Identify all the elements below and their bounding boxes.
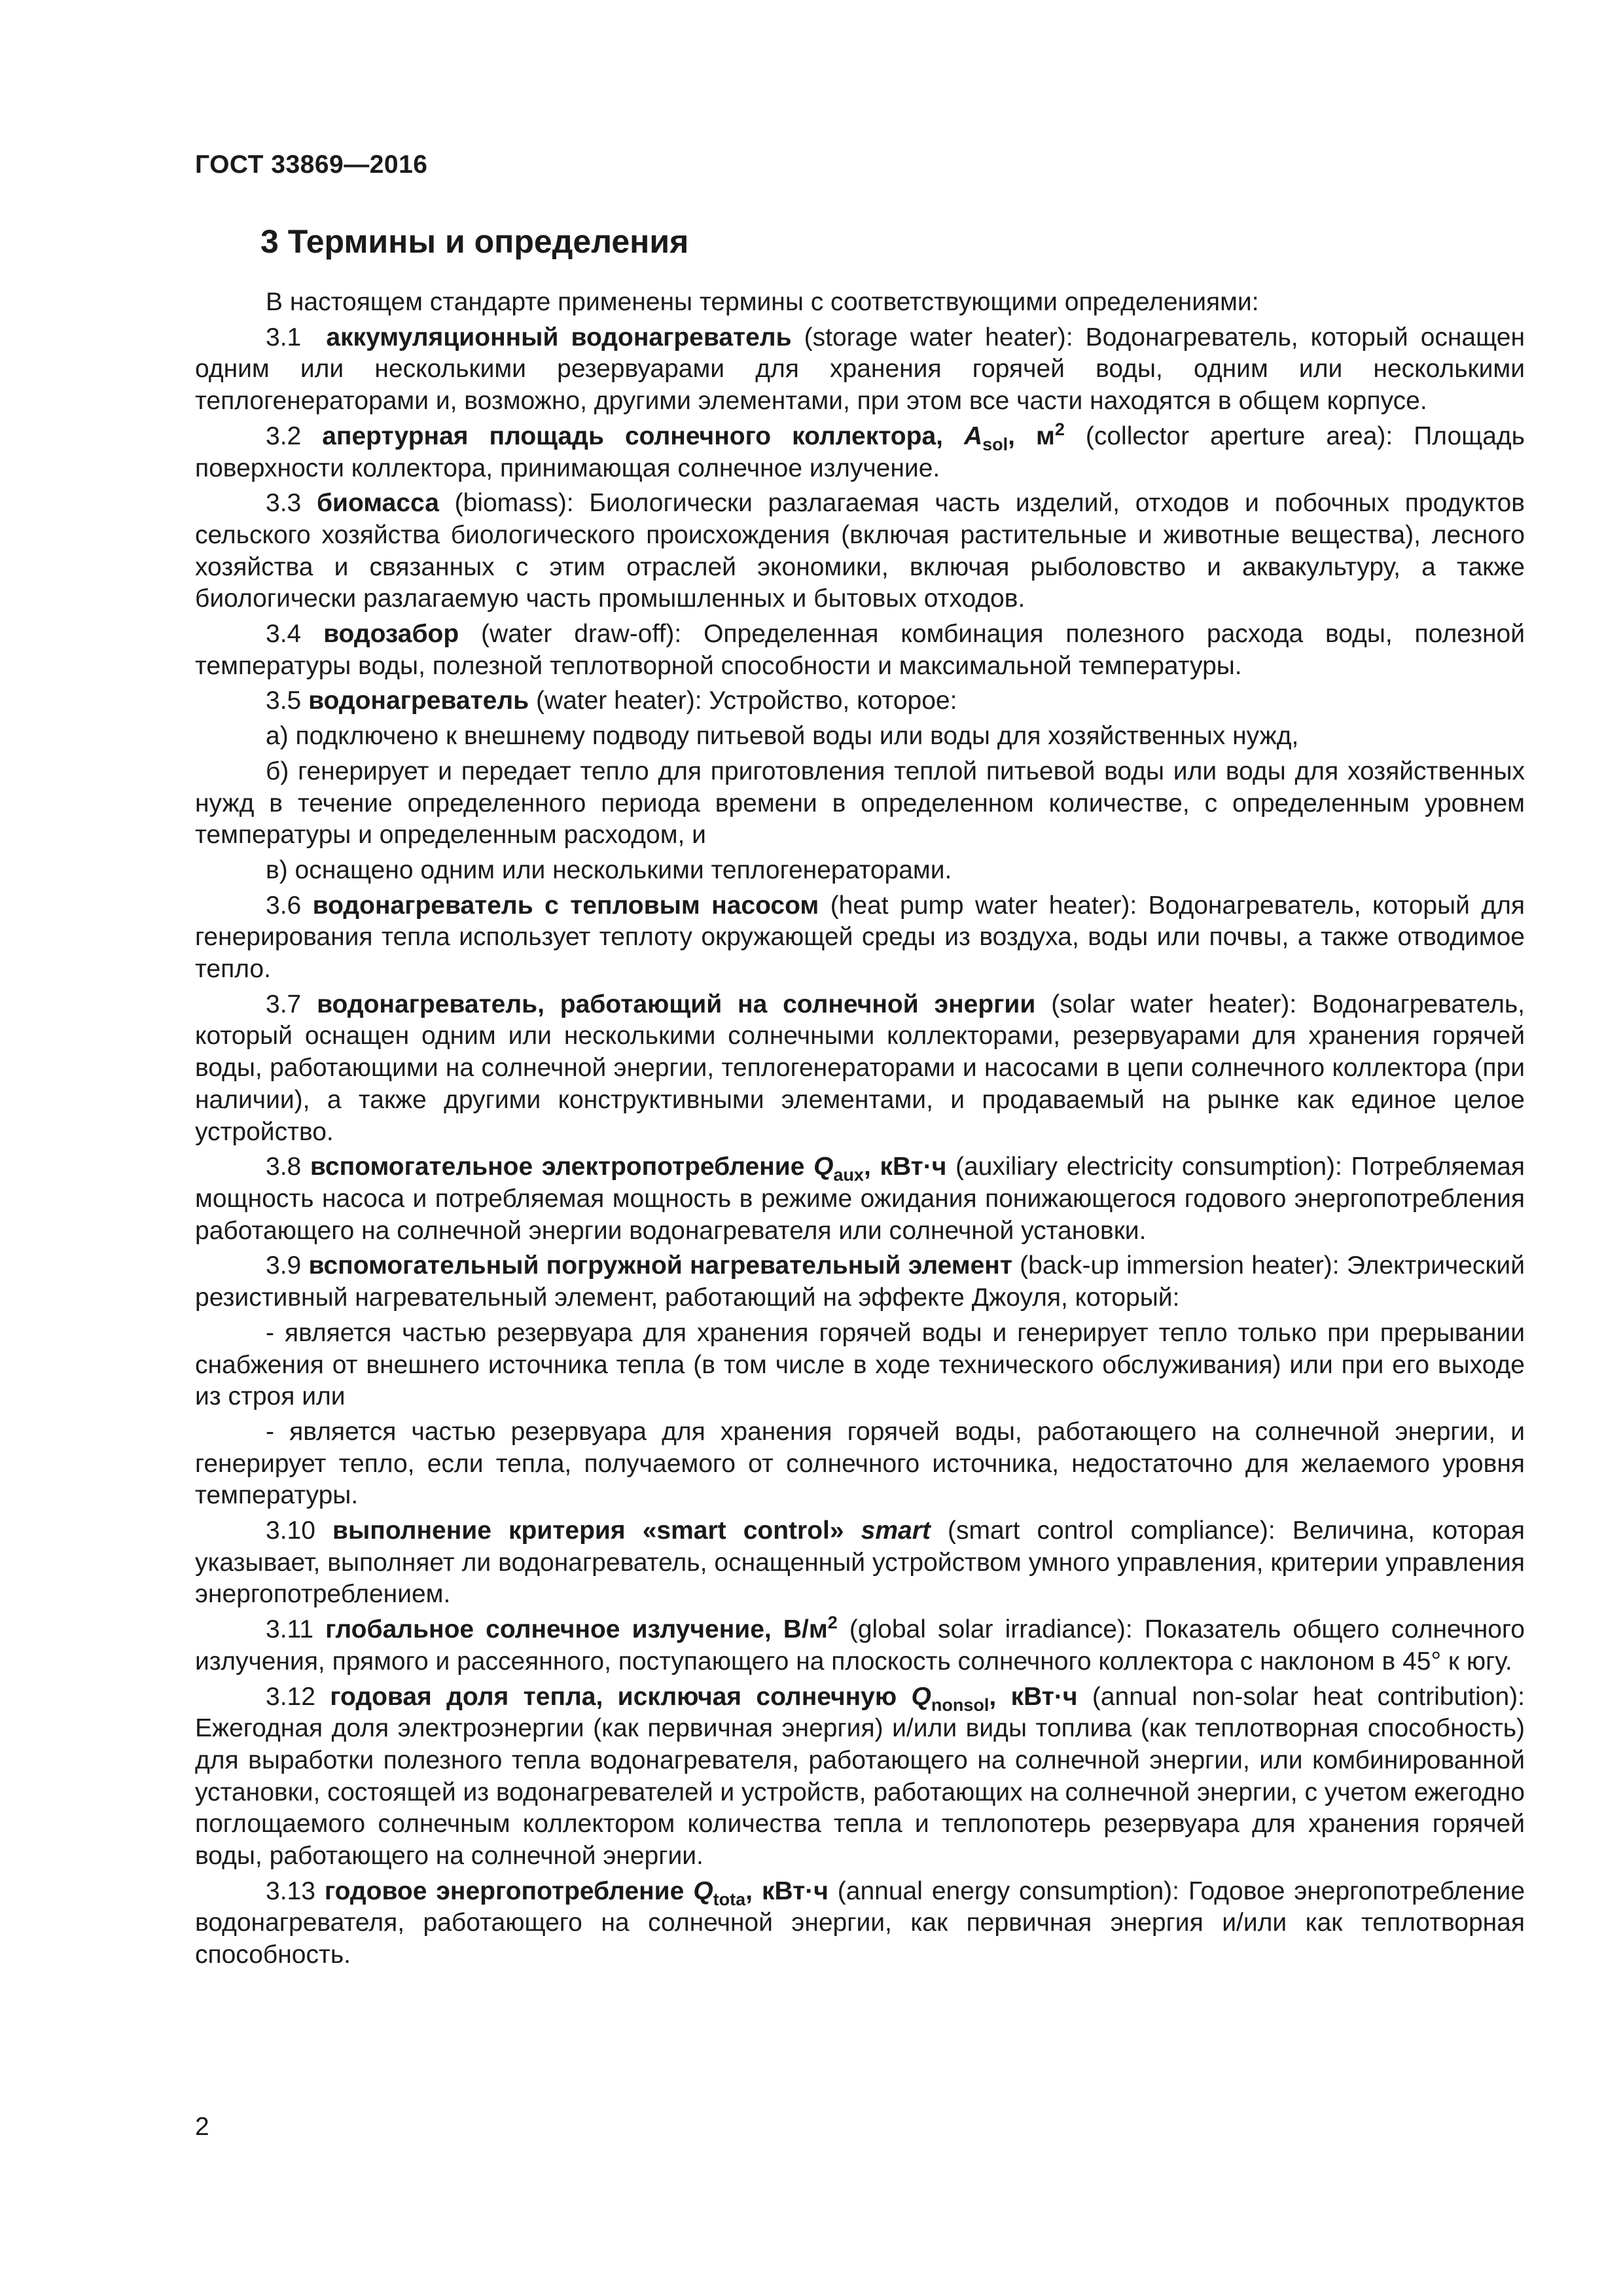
term-3-12: 3.12 годовая доля тепла, исключая солнечную $Q_{nonsol}$, кВт·ч (annual non-solar heat contribution): Ежегодная доля электроэнергии (как первичная энергия) и/или виды топлива (как теплотворная способность) для выработки полезного тепла водонагревателя, работающего на солнечной энергии, или комбинированной установки, состоящей из водонагревателей и устройств, работающих на солнечной энергии, с учетом ежегодно поглощаемого солнечным коллектором количества тепла и теплопотерь резервуара для хранения горячей воды, работающего на солнечной энергии. [195,1682,1525,1871]
term-3-3: 3.3 биомасса (biomass): Биологически разлагаемая часть изделий, отходов и побочных продуктов сельского хозяйства биологического происхождения (включая растительные и животные вещества), лесного хозяйства и связанных с этим отраслей экономики, включая рыболовство и аквакультуру, а также биологически разлагаемую часть промышленных и бытовых отходов. [195,489,1525,613]
term-name: вспомогательный погружной нагревательный элемент [308,1251,1012,1280]
term-name: вспомогательное электропотребление [310,1153,814,1181]
term-name: биомасса [316,489,439,518]
term-3-4: 3.4 водозабор (water draw-off): Определенная комбинация полезного расхода воды, полезной температуры воды, полезной теплотворной способности и максимальной температуры. [195,620,1525,680]
term-name: водонагреватель с тепловым насосом [312,891,819,920]
term-3-8: 3.8 вспомогательное электропотребление $Q_{aux}$, кВт·ч (auxiliary electricity consumption): Потребляемая мощность насоса и потребляемая мощность в режиме ожидания понижающегося годового энергопотребления работающего на солнечной энергии водонагревателя или солнечной установки. [195,1153,1525,1245]
term-3-1: 3.1 аккумуляционный водонагреватель (storage water heater): Водонагреватель, который оснащен одним или несколькими резервуарами для хранения горячей воды, одним или несколькими теплогенераторами и, возможно, другими элементами, при этом все части находятся в общем корпусе. [195,323,1525,416]
term-name: водонагреватель, работающий на солнечной энергии [317,990,1036,1018]
term-name: водозабор [323,620,459,649]
term-name: годовая доля тепла, исключая солнечную [330,1682,912,1711]
section-title: 3 Термины и определения [260,223,689,260]
term-3-6: 3.6 водонагреватель с тепловым насосом (heat pump water heater): Водонагреватель, который для генерирования тепла использует теплоту окружающей среды из воздуха, воды или почвы, а также отводимое тепло. [195,891,1525,984]
term-3-7: 3.7 водонагреватель, работающий на солнечной энергии (solar water heater): Водонагреватель, который оснащен одним или несколькими солнечными коллекторами, резервуарами для хранения горячей воды, работающими на солнечной энергии, теплогенераторами и насосами в цепи солнечного коллектора (при наличии), а также другими конструктивными элементами, и продаваемый на рынке как единое целое устройство. [195,990,1525,1146]
term-3-2: 3.2 апертурная площадь солнечного коллектора, $A_{sol}$, $м^2$ (collector aperture area): Площадь поверхности коллектора, принимающая солнечное излучение. [195,419,1525,482]
term-name: глобальное солнечное излучение, В/м [325,1615,828,1644]
term-symbol: A [963,422,983,450]
term-name: аккумуляционный водонагреватель [326,323,792,351]
term-3-5: 3.5 водонагреватель (water heater): Устройство, которое: [266,687,957,715]
term-symbol: Q [693,1876,713,1905]
page-number: 2 [195,2113,209,2141]
term-3-13: 3.13 годовое энергопотребление $Q_{tota}$, кВт·ч (annual energy consumption): Годовое энергопотребление водонагревателя, работающего на солнечной энергии, как первичная энергия и/или как теплотворная способность. [195,1876,1525,1969]
term-3-9: 3.9 вспомогательный погружной нагревательный элемент (back-up immersion heater): Электрический резистивный нагревательный элемент, работающий на эффекте Джоуля, который: [195,1251,1525,1312]
section-body [195,287,1525,1971]
list-item: а) подключено к внешнему подводу питьевой воды или воды для хозяйственных нужд, [266,722,1299,751]
term-3-10: 3.10 выполнение критерия «smart control» smart (smart control compliance): Величина, которая указывает, выполняет ли водонагреватель, оснащенный устройством умного управления, критерии управления энергопотреблением. [195,1516,1525,1609]
list-item: - является частью резервуара для хранения горячей воды, работающего на солнечной энергии, и генерирует тепло, если тепла, получаемого от солнечного источника, недостаточно для желаемого уровня температуры. [195,1417,1525,1510]
list-item: б) генерирует и передает тепло для приготовления теплой питьевой воды или воды для хозяйственных нужд в течение определенного периода времени в определенном количестве, с определенным уровнем температуры и определенным расходом, и [195,757,1525,850]
intro-paragraph: В настоящем стандарте применены термины с соответствующими определениями: [266,288,1259,316]
term-symbol: Q [911,1682,931,1711]
term-name: апертурная площадь солнечного коллектора, [322,422,964,450]
document-header: ГОСТ 33869—2016 [195,151,428,179]
list-item: - является частью резервуара для хранения горячей воды и генерирует тепло только при прерывании снабжения от внешнего источника тепла (в том числе в ходе технического обслуживания) или при его выходе из строя или [195,1318,1525,1411]
term-symbol: smart [861,1516,931,1545]
list-item: в) оснащено одним или несколькими теплогенераторами. [266,855,952,884]
term-name: выполнение критерия «smart control» [332,1516,861,1545]
term-symbol: Q [813,1153,834,1181]
term-3-11: 3.11 глобальное солнечное излучение, $В/м^2$ (global solar irradiance): Показатель общего солнечного излучения, прямого и рассеянного, поступающего на плоскость солнечного коллектора с наклоном в 45° к югу. [195,1613,1525,1676]
term-name: годовое энергопотребление [324,1876,694,1905]
term-name: водонагреватель [308,687,529,715]
